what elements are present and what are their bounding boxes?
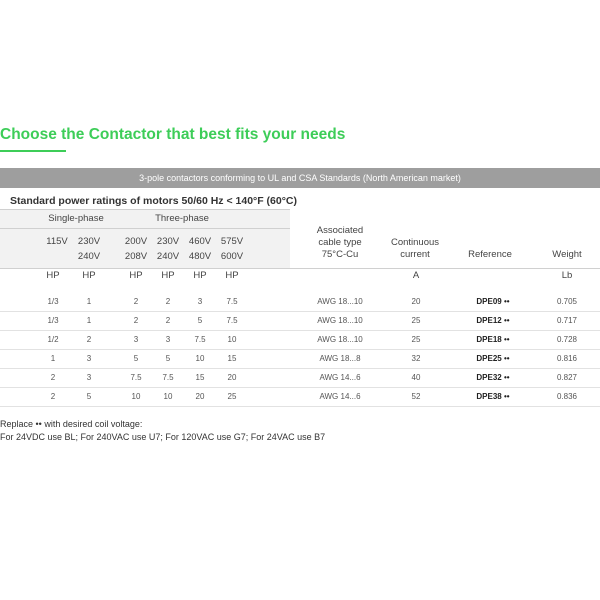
header-rule-groups	[0, 228, 290, 229]
row5-reference: DPE32 ••	[476, 373, 510, 382]
voltage-230v-three: 230V	[156, 236, 180, 247]
voltage-240v-single: 240V	[77, 251, 101, 262]
row3-cable: AWG 18...10	[317, 335, 363, 344]
voltage-208v: 208V	[124, 251, 148, 262]
unit-hp-6: HP	[225, 270, 239, 281]
row5-hp-4: 7.5	[162, 373, 174, 382]
row6-hp-3: 10	[131, 392, 141, 401]
voltage-115v: 115V	[46, 236, 68, 247]
header-continuous-current: Continuous current	[390, 237, 440, 260]
voltage-600v: 600V	[220, 251, 244, 262]
row2-hp-1: 1/3	[47, 316, 59, 325]
row6-hp-4: 10	[163, 392, 173, 401]
table-banner: 3-pole contactors conforming to UL and CSA Standards (North American market)	[0, 168, 600, 188]
row3-hp-4: 3	[165, 335, 171, 344]
row4-hp-4: 5	[165, 354, 171, 363]
row1-hp-2: 1	[86, 297, 92, 306]
row4-hp-3: 5	[133, 354, 139, 363]
row1-hp-5: 3	[197, 297, 203, 306]
row3-current: 25	[411, 335, 421, 344]
row6-current: 52	[411, 392, 421, 401]
row6-hp-2: 5	[86, 392, 92, 401]
row2-weight: 0.717	[556, 316, 578, 325]
row-divider	[0, 330, 600, 331]
row2-hp-6: 7.5	[226, 316, 238, 325]
row4-hp-6: 15	[227, 354, 237, 363]
voltage-230v-single: 230V	[77, 236, 101, 247]
row4-cable: AWG 18...8	[319, 354, 361, 363]
header-weight: Weight	[552, 249, 582, 260]
row3-hp-2: 2	[86, 335, 92, 344]
row5-hp-3: 7.5	[130, 373, 142, 382]
unit-hp-2: HP	[82, 270, 96, 281]
row5-current: 40	[411, 373, 421, 382]
row2-hp-5: 5	[197, 316, 203, 325]
row2-hp-3: 2	[133, 316, 139, 325]
row3-weight: 0.728	[556, 335, 578, 344]
row3-hp-6: 10	[227, 335, 237, 344]
row2-reference: DPE12 ••	[476, 316, 510, 325]
footnote-replace: Replace •• with desired coil voltage:	[0, 419, 143, 429]
row1-hp-3: 2	[133, 297, 139, 306]
header-reference: Reference	[468, 249, 512, 260]
row4-reference: DPE25 ••	[476, 354, 510, 363]
row3-hp-3: 3	[133, 335, 139, 344]
row4-hp-2: 3	[86, 354, 92, 363]
row5-hp-5: 15	[195, 373, 205, 382]
row2-hp-2: 1	[86, 316, 92, 325]
voltage-240v-three: 240V	[156, 251, 180, 262]
row3-hp-5: 7.5	[194, 335, 206, 344]
unit-hp-5: HP	[193, 270, 207, 281]
row2-hp-4: 2	[165, 316, 171, 325]
group-single-phase: Single-phase	[48, 213, 104, 224]
row6-hp-5: 20	[195, 392, 205, 401]
header-rule-bottom	[0, 268, 600, 269]
row5-weight: 0.827	[556, 373, 578, 382]
row-divider	[0, 406, 600, 407]
page-title: Choose the Contactor that best fits your needs	[0, 126, 346, 143]
row5-hp-6: 20	[227, 373, 237, 382]
unit-hp-3: HP	[129, 270, 143, 281]
voltage-460v: 460V	[188, 236, 212, 247]
voltage-480v: 480V	[188, 251, 212, 262]
row6-weight: 0.836	[556, 392, 578, 401]
row6-hp-6: 25	[227, 392, 237, 401]
row5-hp-2: 3	[86, 373, 92, 382]
row2-cable: AWG 18...10	[317, 316, 363, 325]
row-divider	[0, 387, 600, 388]
unit-hp-4: HP	[161, 270, 175, 281]
row6-hp-1: 2	[50, 392, 56, 401]
row4-hp-5: 10	[195, 354, 205, 363]
unit-amps: A	[412, 270, 420, 281]
row1-reference: DPE09 ••	[476, 297, 510, 306]
voltage-575v: 575V	[220, 236, 244, 247]
row-divider	[0, 311, 600, 312]
row1-current: 20	[411, 297, 421, 306]
row-divider	[0, 368, 600, 369]
row1-weight: 0.705	[556, 297, 578, 306]
row2-current: 25	[411, 316, 421, 325]
row5-cable: AWG 14...6	[319, 373, 361, 382]
unit-lb: Lb	[561, 270, 573, 281]
row4-weight: 0.816	[556, 354, 578, 363]
table-subheading: Standard power ratings of motors 50/60 Hz < 140°F (60°C)	[10, 195, 298, 207]
row6-cable: AWG 14...6	[319, 392, 361, 401]
row1-hp-1: 1/3	[47, 297, 59, 306]
group-three-phase: Three-phase	[155, 213, 209, 224]
row4-hp-1: 1	[50, 354, 56, 363]
unit-hp-1: HP	[46, 270, 60, 281]
title-underline	[0, 150, 66, 152]
row6-reference: DPE38 ••	[476, 392, 510, 401]
row3-reference: DPE18 ••	[476, 335, 510, 344]
header-rule-top	[0, 209, 290, 210]
row3-hp-1: 1/2	[47, 335, 59, 344]
row1-hp-6: 7.5	[226, 297, 238, 306]
footnote-voltages: For 24VDC use BL; For 240VAC use U7; For 120VAC use G7; For 24VAC use B7	[0, 432, 326, 442]
row1-hp-4: 2	[165, 297, 171, 306]
header-cable-type: Associated cable type 75°C-Cu	[316, 225, 364, 260]
row-divider	[0, 349, 600, 350]
row1-cable: AWG 18...10	[317, 297, 363, 306]
row5-hp-1: 2	[50, 373, 56, 382]
row4-current: 32	[411, 354, 421, 363]
voltage-200v: 200V	[124, 236, 148, 247]
